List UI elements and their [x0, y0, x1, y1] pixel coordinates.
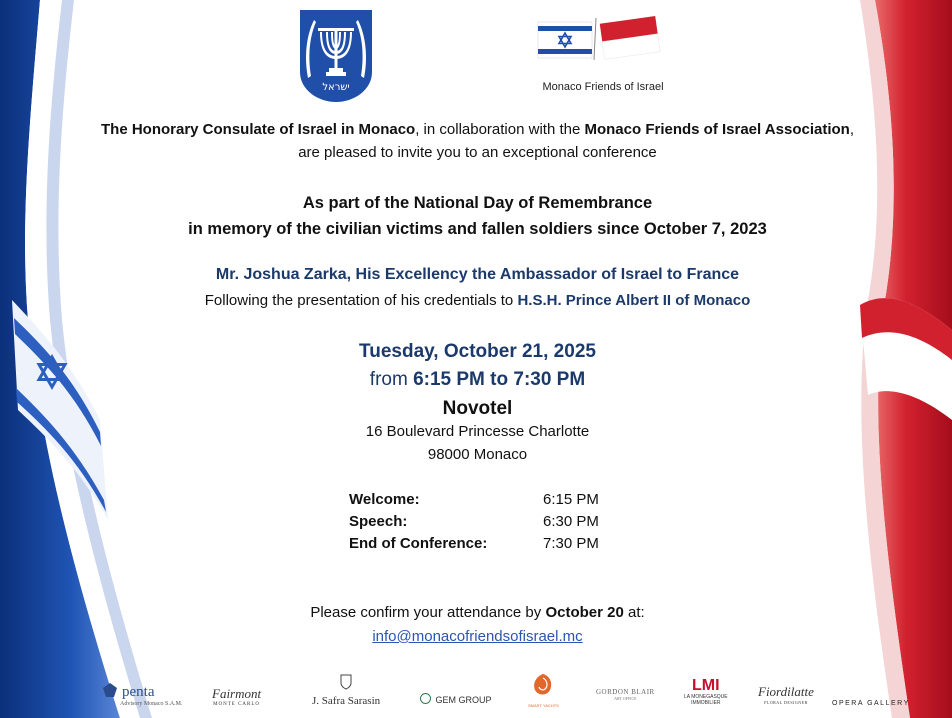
lmi-sub-2: IMMOBILIER	[691, 700, 721, 706]
gem-icon	[420, 693, 431, 704]
svg-text:ישראל: ישראל	[322, 82, 350, 93]
fairmont-logo	[212, 686, 261, 707]
lmi-name: LMI	[692, 677, 720, 694]
prince-name: H.S.H. Prince Albert II of Monaco	[517, 292, 751, 309]
schedule-row	[349, 511, 609, 533]
rsvp-line	[100, 602, 855, 624]
safra-sarasin-logo	[312, 674, 380, 707]
opera-name: OPERA GALLERY	[832, 700, 910, 707]
fiordilatte-logo	[758, 684, 814, 705]
monaco-flag-ribbon	[860, 0, 952, 718]
intro-text: , in collaboration with the	[415, 121, 585, 138]
schedule-row	[349, 489, 609, 511]
safra-crest-icon	[340, 674, 352, 690]
israel-flag-icon	[538, 22, 592, 58]
fairmont-name: Fairmont	[212, 686, 262, 701]
penta-logo	[102, 682, 183, 707]
consulate-name: The Honorary Consulate of Israel in Monaco	[101, 121, 416, 138]
remembrance-line-1: As part of the National Day of Remembrance	[302, 194, 653, 212]
event-venue: Novotel	[442, 398, 513, 419]
schedule-label: End of Conference:	[349, 535, 488, 552]
time-range: 6:15 PM to 7:30 PM	[413, 369, 586, 390]
schedule-table	[349, 489, 609, 555]
gem-name: GEM GROUP	[435, 695, 492, 705]
fiordilatte-sub: FLORAL DESIGNER	[764, 700, 808, 705]
monaco-flag-icon	[600, 16, 660, 59]
speaker-name: Mr. Joshua Zarka, His Excellency the Ambassador of Israel to France	[215, 266, 740, 283]
time-prefix: from	[369, 369, 414, 390]
gordon-name: GORDON BLAIR	[596, 688, 655, 696]
penta-sub: Advisory Monaco S.A.M.	[120, 701, 183, 707]
event-date: Tuesday, October 21, 2025	[359, 341, 596, 362]
association-name: Monaco Friends of Israel Association	[584, 121, 850, 138]
rsvp-email-line	[100, 626, 855, 648]
smart-name: SMART YACHTS	[528, 703, 559, 708]
gem-group-logo	[420, 690, 491, 708]
penta-mark-icon	[102, 682, 118, 698]
schedule-time: 6:30 PM	[543, 513, 599, 530]
gordon-sub: ART OFFICE	[614, 696, 637, 701]
israel-monaco-crossed-flags-icon	[536, 14, 664, 62]
fiordilatte-name: Fiordilatte	[758, 684, 814, 699]
israel-emblem-menorah-icon	[296, 8, 376, 104]
rsvp-suffix: at:	[623, 604, 645, 621]
schedule-time: 7:30 PM	[543, 535, 599, 552]
venue-address-line-2: 98000 Monaco	[427, 446, 528, 463]
credentials-line	[100, 290, 855, 312]
intro-paragraph	[100, 118, 855, 164]
shell-icon	[532, 672, 554, 698]
intro-text-end: , are pleased to invite you to an exceptional conference	[298, 121, 854, 161]
lmi-sub-1: LA MONEGASQUE	[684, 694, 728, 700]
penta-name: penta	[122, 684, 155, 700]
schedule-label: Speech:	[349, 513, 408, 530]
venue-address-line-1: 16 Boulevard Princesse Charlotte	[365, 423, 590, 440]
mfi-caption: Monaco Friends of Israel	[542, 81, 664, 93]
sponsor-logos	[0, 672, 952, 718]
lmi-logo	[684, 678, 728, 706]
safra-name: J. Safra Sarasin	[312, 695, 381, 707]
gordon-blair-logo	[596, 688, 655, 701]
smart-yachts-logo	[528, 672, 559, 708]
schedule-time: 6:15 PM	[543, 491, 599, 508]
opera-gallery-logo	[832, 692, 910, 710]
rsvp-email-link[interactable]: info@monacofriendsofisrael.mc	[372, 628, 583, 645]
credentials-prefix: Following the presentation of his credentials to	[204, 292, 518, 309]
rsvp-prefix: Please confirm your attendance by	[310, 604, 546, 621]
event-time	[100, 366, 855, 393]
schedule-row	[349, 533, 609, 555]
rsvp-deadline: October 20	[545, 604, 624, 621]
fairmont-sub: MONTE CARLO	[213, 702, 261, 707]
remembrance-heading	[100, 190, 855, 242]
schedule-label: Welcome:	[349, 491, 420, 508]
remembrance-line-2: in memory of the civilian victims and fallen soldiers since October 7, 2023	[188, 220, 767, 238]
